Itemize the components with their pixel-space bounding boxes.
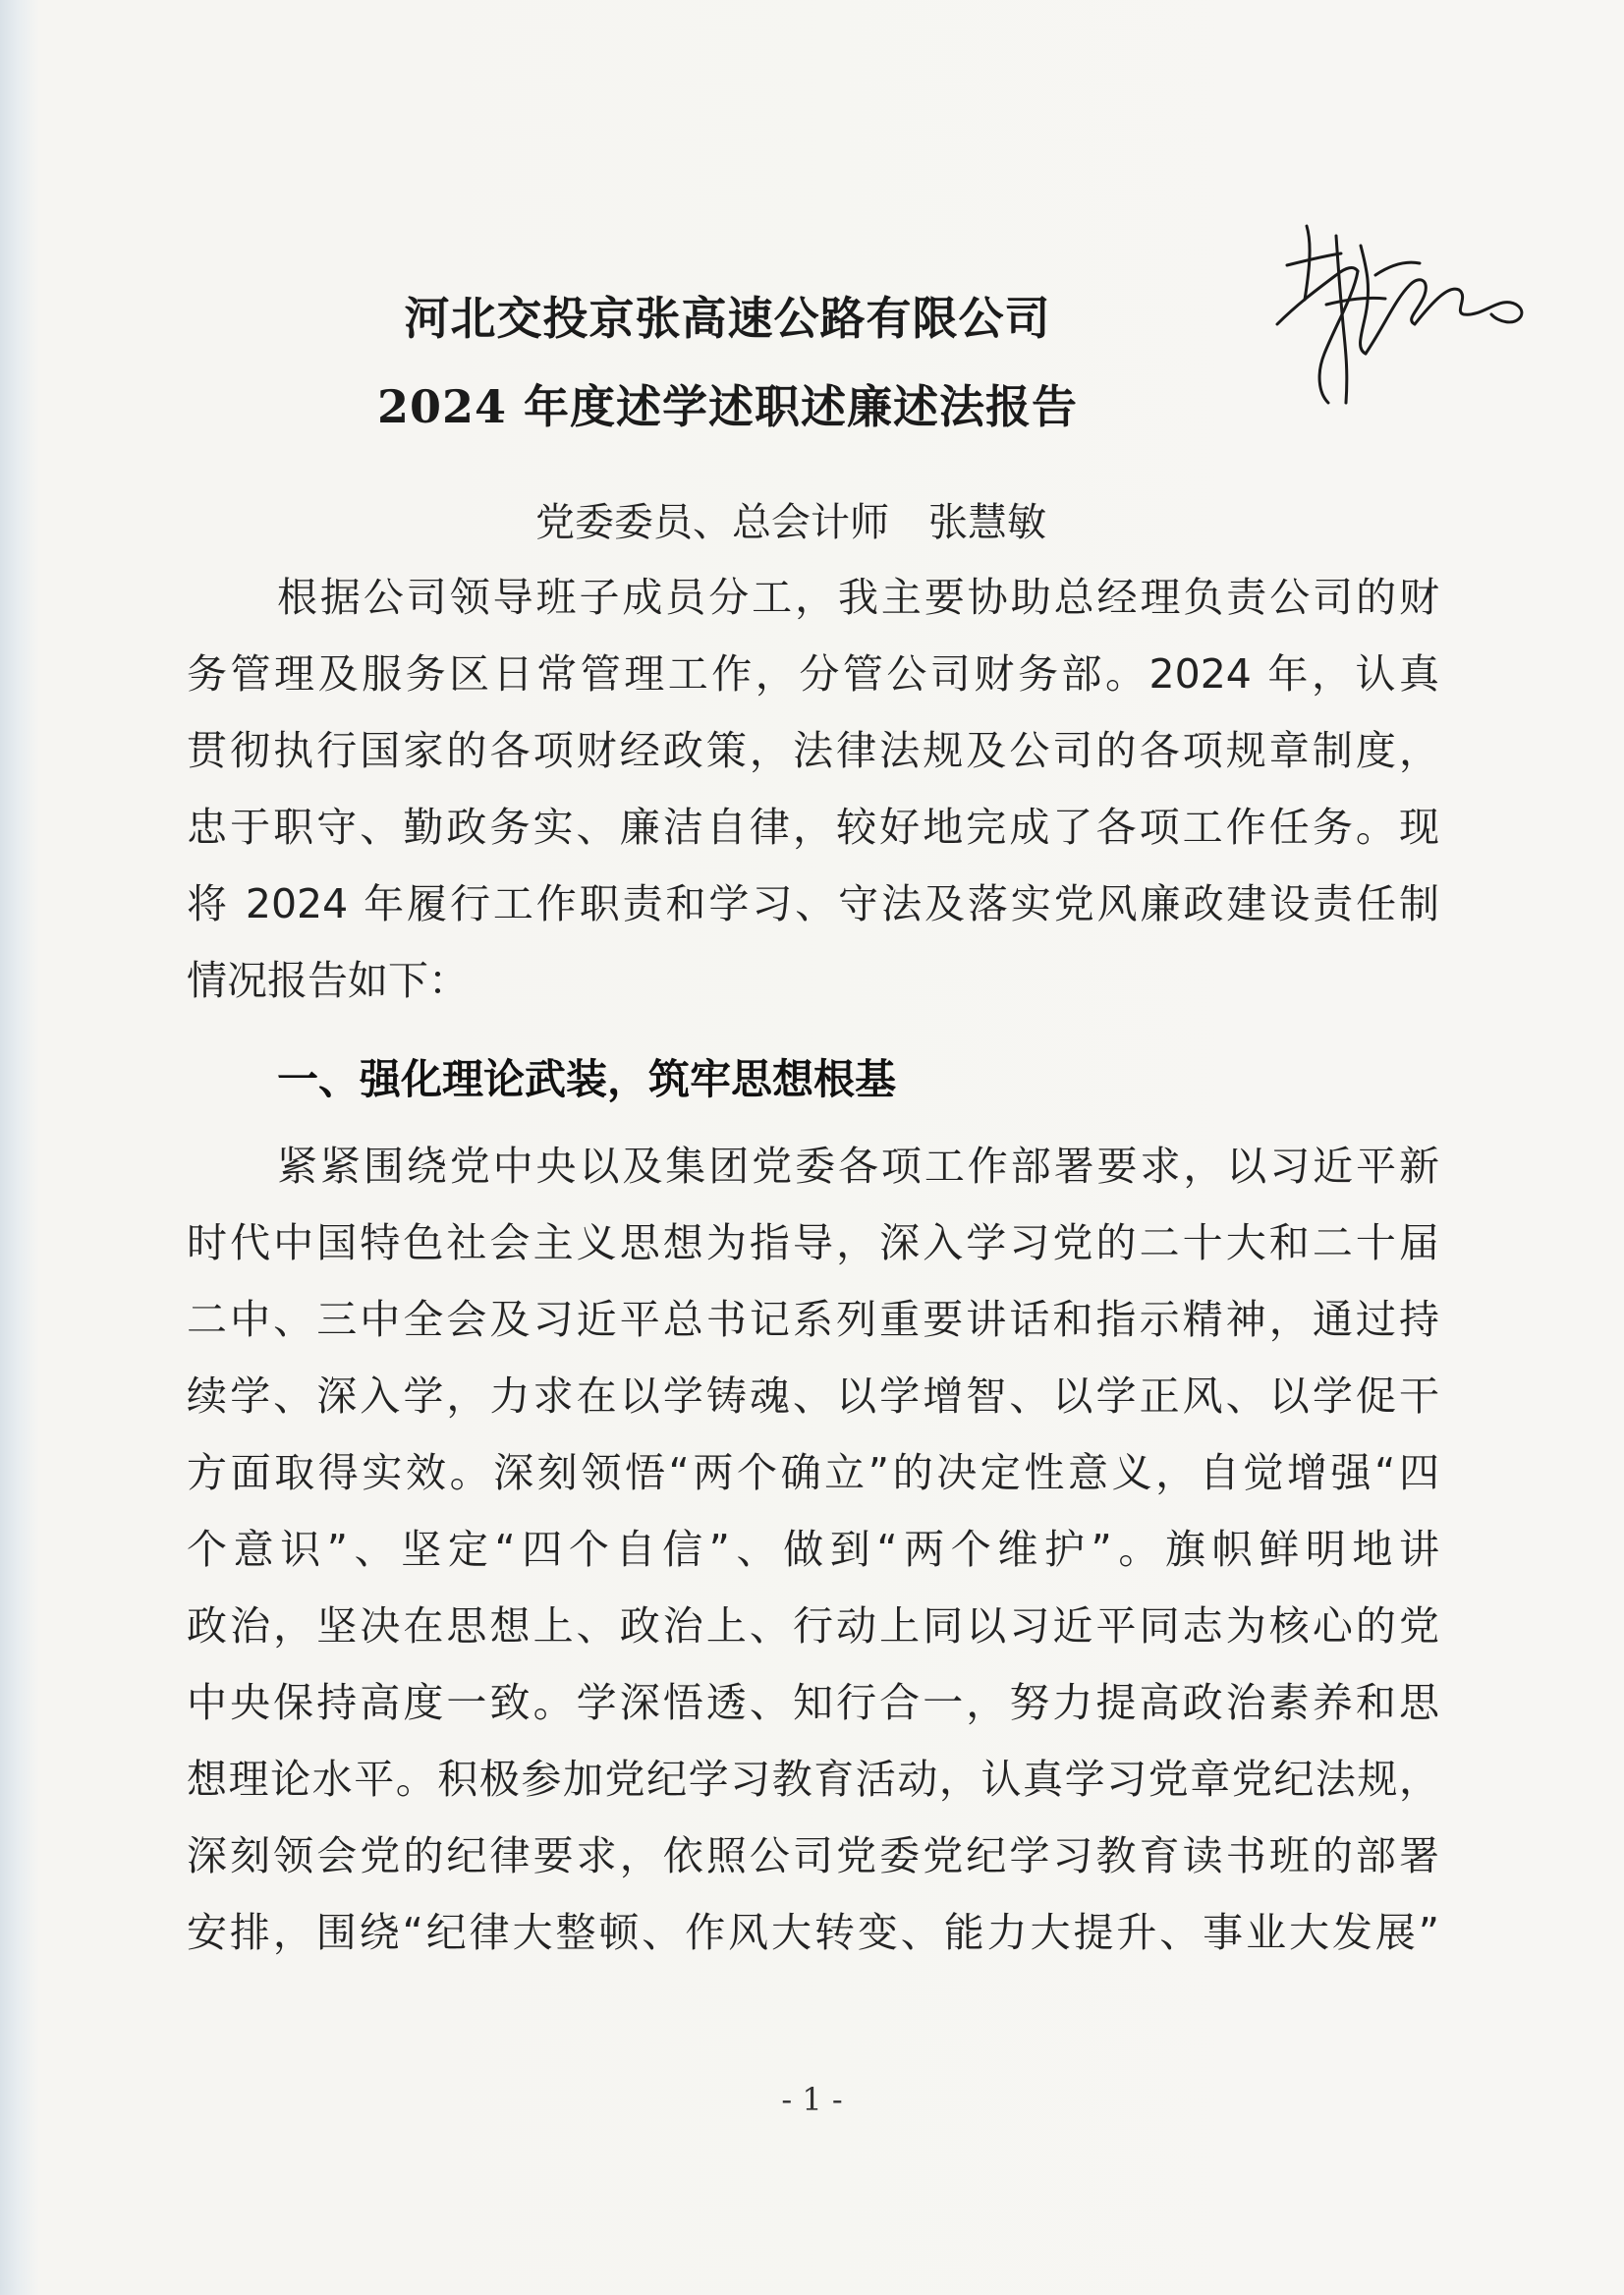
paragraph2-line6: 个意识”、坚定“四个自信”、做到“两个维护”。旗帜鲜明地讲 <box>187 1526 1439 1573</box>
document-title-line1: 河北交投京张高速公路有限公司 <box>404 292 1051 345</box>
paragraph2-line3: 二中、三中全会及习近平总书记系列重要讲话和指示精神，通过持 <box>187 1296 1439 1343</box>
paragraph1-line4: 忠于职守、勤政务实、廉洁自律，较好地完成了各项工作任务。现 <box>187 804 1439 851</box>
paragraph2-line4: 续学、深入学，力求在以学铸魂、以学增智、以学正风、以学促干 <box>187 1372 1439 1420</box>
paragraph2-line2: 时代中国特色社会主义思想为指导，深入学习党的二十大和二十届 <box>187 1219 1439 1266</box>
paragraph1-line1: 根据公司领导班子成员分工，我主要协助总经理负责公司的财 <box>277 574 1439 621</box>
document-title-line2: 2024 年度述学述职述廉述法报告 <box>376 380 1079 433</box>
paragraph2-line9: 想理论水平。积极参加党纪学习教育活动，认真学习党章党纪法规， <box>187 1756 1439 1803</box>
paragraph1-line5: 将 2024 年履行工作职责和学习、守法及落实党风廉政建设责任制 <box>187 880 1439 927</box>
paragraph2-line1: 紧紧围绕党中央以及集团党委各项工作部署要求，以习近平新 <box>277 1143 1439 1190</box>
section-heading-1: 一、强化理论武装，筑牢思想根基 <box>277 1055 897 1103</box>
paragraph2-line5: 方面取得实效。深刻领悟“两个确立”的决定性意义，自觉增强“四 <box>187 1449 1439 1496</box>
paragraph2-line11: 安排，围绕“纪律大整顿、作风大转变、能力大提升、事业大发展” <box>187 1909 1439 1956</box>
author-line: 党委委员、总会计师 张慧敏 <box>535 500 1046 545</box>
page-number: - 1 - <box>781 2081 843 2118</box>
paragraph1-line2: 务管理及服务区日常管理工作，分管公司财务部。2024 年，认真 <box>187 650 1439 698</box>
paragraph1-line3: 贯彻执行国家的各项财经政策，法律法规及公司的各项规章制度， <box>187 727 1439 774</box>
paragraph2-line8: 中央保持高度一致。学深悟透、知行合一，努力提高政治素养和思 <box>187 1679 1439 1726</box>
paragraph1-line6: 情况报告如下： <box>187 957 469 1004</box>
paragraph2-line10: 深刻领会党的纪律要求，依照公司党委党纪学习教育读书班的部署 <box>187 1832 1439 1879</box>
paragraph2-line7: 政治，坚决在思想上、政治上、行动上同以习近平同志为核心的党 <box>187 1602 1439 1650</box>
